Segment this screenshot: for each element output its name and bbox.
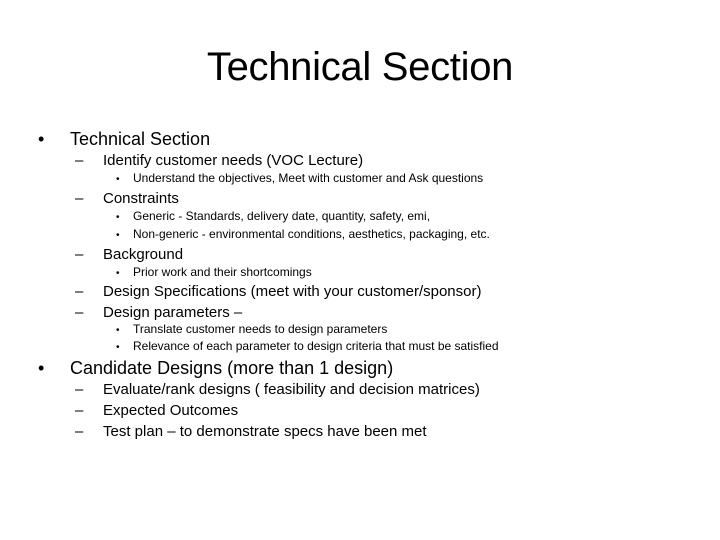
sub-item-text: Design Specifications (meet with your customer/sponsor) [103, 283, 482, 300]
sub-item-constraints [75, 189, 179, 208]
dash-marker: – [75, 381, 84, 398]
bullet-item-technical-section [38, 128, 210, 150]
dash-marker: – [75, 152, 84, 169]
dash-marker: – [75, 246, 84, 263]
dash-marker: – [75, 304, 84, 321]
detail-item-text: Relevance of each parameter to design criteria that must be satisfied [133, 339, 499, 353]
sub-item-text: Expected Outcomes [103, 402, 239, 419]
bullet-marker: • [38, 129, 45, 149]
sub-item-text: Evaluate/rank designs ( feasibility and decision matrices) [103, 381, 480, 398]
sub-item-design-parameters [75, 303, 242, 322]
detail-item-text: Prior work and their shortcomings [133, 265, 312, 279]
detail-item-text: Generic - Standards, delivery date, quantity, safety, emi, [133, 209, 431, 223]
dash-marker: – [75, 283, 84, 300]
bullet-text: Technical Section [70, 129, 211, 149]
detail-item-understand-objectives [116, 171, 483, 187]
detail-item-non-generic [116, 227, 490, 243]
sub-item-background [75, 245, 183, 264]
bullet-marker: • [116, 212, 120, 223]
detail-item-generic [116, 209, 430, 225]
sub-item-text: Identify customer needs (VOC Lecture) [103, 152, 364, 169]
sub-item-expected-outcomes [75, 401, 238, 420]
detail-item-text: Understand the objectives, Meet with customer and Ask questions [133, 171, 484, 185]
bullet-marker: • [116, 342, 120, 353]
sub-item-text: Constraints [103, 190, 179, 207]
sub-item-text: Design parameters – [103, 304, 243, 321]
dash-marker: – [75, 423, 84, 440]
detail-item-text: Non-generic - environmental conditions, aesthetics, packaging, etc. [133, 227, 490, 241]
bullet-marker: • [116, 268, 120, 279]
sub-item-evaluate-rank [75, 380, 480, 399]
sub-item-design-specifications [75, 282, 482, 301]
bullet-item-candidate-designs [38, 357, 393, 379]
detail-item-translate-needs [116, 322, 387, 338]
detail-item-text: Translate customer needs to design parameters [133, 322, 388, 336]
bullet-text: Candidate Designs (more than 1 design) [70, 358, 394, 378]
sub-item-test-plan [75, 422, 427, 441]
sub-item-text: Test plan – to demonstrate specs have been met [103, 423, 427, 440]
bullet-marker: • [38, 358, 45, 378]
detail-item-relevance [116, 339, 499, 355]
bullet-marker: • [116, 174, 120, 185]
bullet-marker: • [116, 230, 120, 241]
dash-marker: – [75, 402, 84, 419]
bullet-marker: • [116, 325, 120, 336]
sub-item-identify-needs [75, 151, 363, 170]
slide-title: Technical Section [206, 45, 514, 89]
detail-item-prior-work [116, 265, 312, 281]
dash-marker: – [75, 190, 84, 207]
sub-item-text: Background [103, 246, 184, 263]
